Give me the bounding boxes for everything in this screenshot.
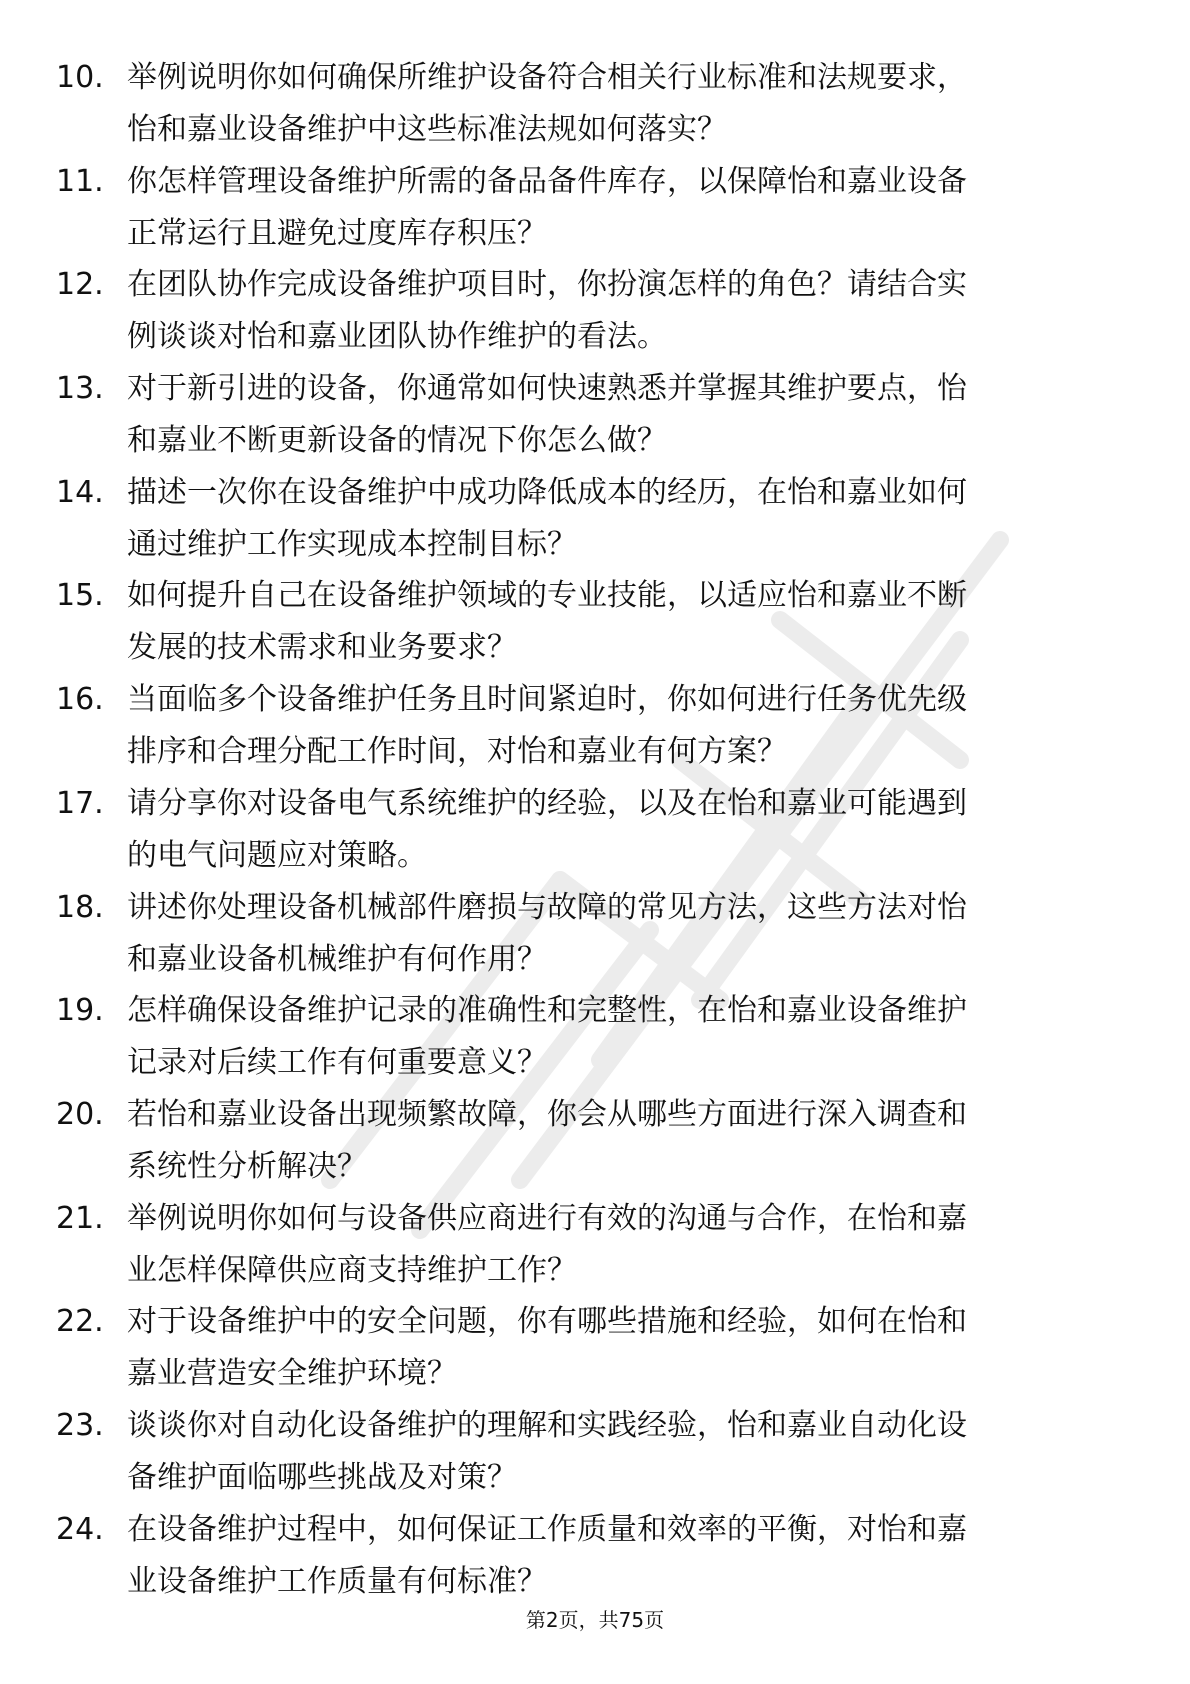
question-text xyxy=(127,1504,1127,1608)
question-text-line: 举例说明你如何与设备供应商进行有效的沟通与合作，在怡和嘉 xyxy=(127,1200,967,1236)
question-text xyxy=(127,1296,1127,1400)
question-item xyxy=(0,156,1190,260)
question-number: 17. xyxy=(56,785,104,821)
question-number: 12. xyxy=(56,267,104,303)
page-footer: 第2页，共75页 xyxy=(525,1608,665,1632)
question-number: 15. xyxy=(56,578,104,614)
question-text-line: 通过维护工作实现成本控制目标？ xyxy=(127,526,577,562)
question-text-line: 你怎样管理设备维护所需的备品备件库存，以保障怡和嘉业设备 xyxy=(127,163,967,199)
question-text xyxy=(127,778,1127,882)
question-number: 18. xyxy=(56,889,104,925)
question-text xyxy=(127,156,1127,260)
question-text xyxy=(127,467,1127,571)
question-text-line: 嘉业营造安全维护环境？ xyxy=(127,1356,457,1392)
question-text-line: 业设备维护工作质量有何标准？ xyxy=(127,1563,547,1599)
question-number: 19. xyxy=(56,993,104,1029)
question-text-line: 例谈谈对怡和嘉业团队协作维护的看法。 xyxy=(127,319,667,355)
question-text xyxy=(127,1400,1127,1504)
question-text-line: 怡和嘉业设备维护中这些标准法规如何落实？ xyxy=(127,112,727,147)
question-item xyxy=(0,1193,1190,1297)
question-item xyxy=(0,1504,1190,1608)
question-text xyxy=(127,363,1127,467)
question-text xyxy=(127,674,1127,778)
question-text xyxy=(127,1089,1127,1193)
question-text-line: 正常运行且避免过度库存积压？ xyxy=(127,215,547,251)
question-text-line: 在团队协作完成设备维护项目时，你扮演怎样的角色？请结合实 xyxy=(127,267,967,303)
question-number: 23. xyxy=(56,1407,104,1443)
question-text-line: 若怡和嘉业设备出现频繁故障，你会从哪些方面进行深入调查和 xyxy=(127,1096,967,1132)
question-number: 14. xyxy=(56,474,104,510)
question-item xyxy=(0,1400,1190,1504)
question-number: 16. xyxy=(56,682,104,718)
question-item xyxy=(0,1296,1190,1400)
question-text-line: 的电气问题应对策略。 xyxy=(127,837,427,873)
question-number: 10. xyxy=(56,60,104,95)
question-text xyxy=(127,52,1127,156)
question-text-line: 当面临多个设备维护任务且时间紧迫时，你如何进行任务优先级 xyxy=(127,682,967,718)
question-text xyxy=(127,1193,1127,1297)
question-text-line: 和嘉业不断更新设备的情况下你怎么做？ xyxy=(127,423,667,459)
question-text-line: 举例说明你如何确保所维护设备符合相关行业标准和法规要求， xyxy=(127,60,967,95)
question-text-line: 备维护面临哪些挑战及对策？ xyxy=(127,1459,517,1495)
question-text-line: 排序和合理分配工作时间，对怡和嘉业有何方案？ xyxy=(127,734,787,770)
question-item xyxy=(0,882,1190,986)
question-text xyxy=(127,259,1127,363)
question-text-line: 怎样确保设备维护记录的准确性和完整性，在怡和嘉业设备维护 xyxy=(127,993,967,1029)
question-item xyxy=(0,778,1190,882)
question-item xyxy=(0,674,1190,778)
question-text-line: 和嘉业设备机械维护有何作用？ xyxy=(127,941,547,977)
question-item xyxy=(0,1089,1190,1193)
question-text-line: 谈谈你对自动化设备维护的理解和实践经验，怡和嘉业自动化设 xyxy=(127,1407,967,1443)
question-text-line: 讲述你处理设备机械部件磨损与故障的常见方法，这些方法对怡 xyxy=(127,889,967,925)
question-text xyxy=(127,985,1127,1089)
question-item xyxy=(0,52,1190,156)
question-number: 11. xyxy=(56,163,104,199)
question-text-line: 系统性分析解决？ xyxy=(127,1148,367,1184)
question-text-line: 发展的技术需求和业务要求？ xyxy=(127,630,517,666)
question-item xyxy=(0,570,1190,674)
question-text xyxy=(127,570,1127,674)
question-text-line: 请分享你对设备电气系统维护的经验，以及在怡和嘉业可能遇到 xyxy=(127,785,967,821)
question-text-line: 业怎样保障供应商支持维护工作？ xyxy=(127,1252,577,1288)
question-text-line: 如何提升自己在设备维护领域的专业技能，以适应怡和嘉业不断 xyxy=(127,578,967,614)
question-item xyxy=(0,259,1190,363)
question-list xyxy=(0,52,1190,1607)
question-text-line: 描述一次你在设备维护中成功降低成本的经历，在怡和嘉业如何 xyxy=(127,474,967,510)
question-item xyxy=(0,467,1190,571)
question-item xyxy=(0,363,1190,467)
question-text xyxy=(127,882,1127,986)
question-text-line: 对于新引进的设备，你通常如何快速熟悉并掌握其维护要点，怡 xyxy=(127,371,967,407)
question-number: 22. xyxy=(56,1304,104,1340)
question-number: 13. xyxy=(56,371,104,407)
question-number: 24. xyxy=(56,1511,104,1547)
question-item xyxy=(0,985,1190,1089)
question-text-line: 在设备维护过程中，如何保证工作质量和效率的平衡，对怡和嘉 xyxy=(127,1511,967,1547)
question-text-line: 对于设备维护中的安全问题，你有哪些措施和经验，如何在怡和 xyxy=(127,1304,967,1340)
question-number: 21. xyxy=(56,1200,104,1236)
question-number: 20. xyxy=(56,1096,104,1132)
question-text-line: 记录对后续工作有何重要意义？ xyxy=(127,1045,547,1081)
